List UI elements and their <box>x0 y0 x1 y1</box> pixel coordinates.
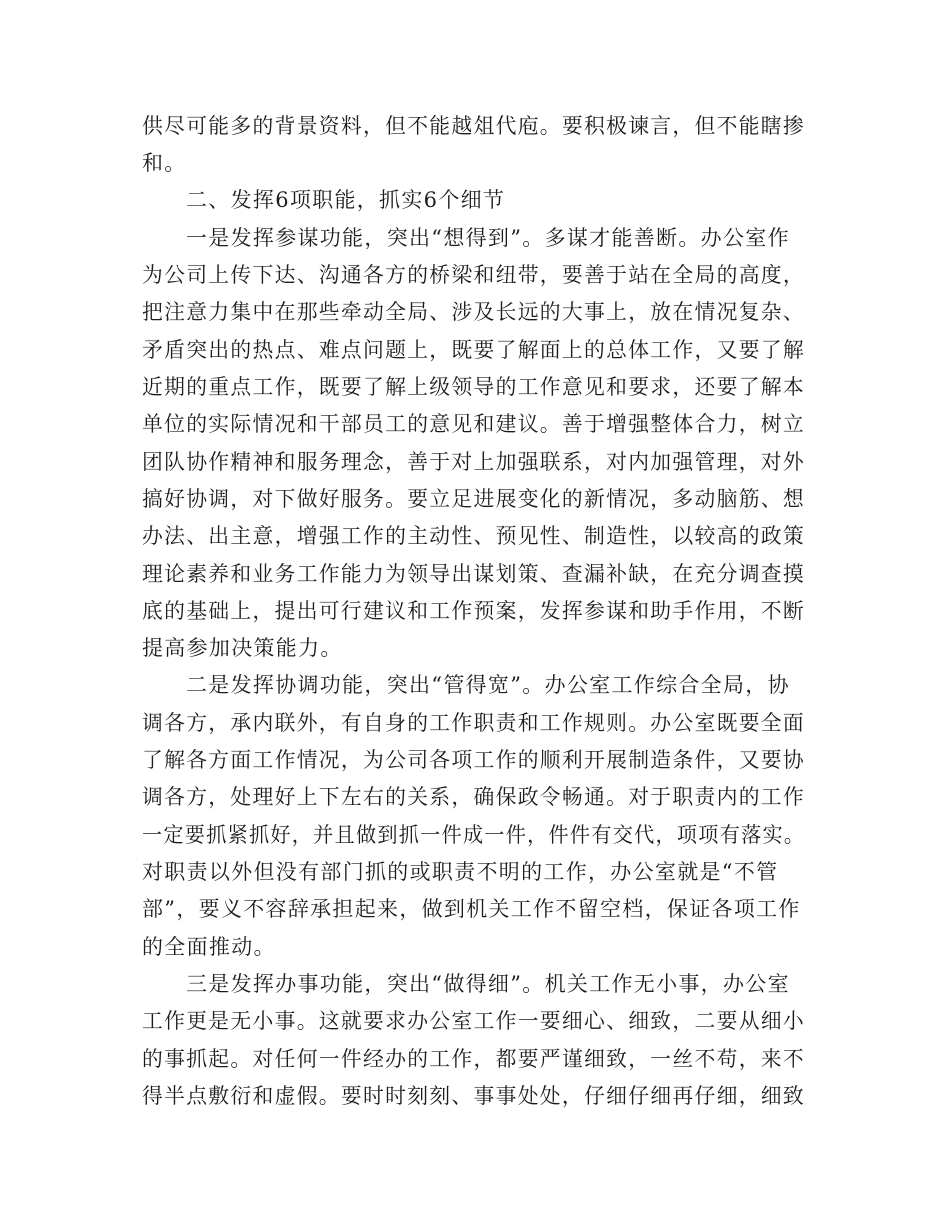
text-line: 把注意力集中在那些牵动全局、涉及长远的大事上，放在情况复杂、 <box>142 300 805 324</box>
text-line: 单位的实际情况和干部员工的意见和建议。善于增强整体合力，树立 <box>142 412 805 436</box>
text-line: 部”，要义不容辞承担起来，做到机关工作不留空档，保证各项工作 <box>142 897 801 921</box>
text-line: 提高参加决策能力。 <box>142 636 343 660</box>
text-line: 调各方，承内联外，有自身的工作职责和工作规则。办公室既要全面 <box>142 711 805 735</box>
text-line: 搞好协调，对下做好服务。要立足进展变化的新情况，多动脑筋、想 <box>142 487 805 511</box>
text-line: 对职责以外但没有部门抓的或职责不明的工作，办公室就是“不管 <box>142 860 779 884</box>
text-line: 理论素养和业务工作能力为领导出谋划策、查漏补缺，在充分调查摸 <box>142 562 805 586</box>
text-line: 为公司上传下达、沟通各方的桥梁和纽带，要善于站在全局的高度， <box>142 263 805 287</box>
text-line: 的全面推动。 <box>142 935 276 959</box>
text-line: 的事抓起。对任何一件经办的工作，都要严谨细致，一丝不苟，来不 <box>142 1047 805 1071</box>
text-line: 一是发挥参谋功能，突出“想得到”。多谋才能善断。办公室作 <box>186 226 790 250</box>
text-line: 和。 <box>142 151 187 175</box>
text-line: 近期的重点工作，既要了解上级领导的工作意见和要求，还要了解本 <box>142 375 805 399</box>
text-line: 矛盾突出的热点、难点问题上，既要了解面上的总体工作，又要了解 <box>142 338 805 362</box>
text-line: 三是发挥办事功能，突出“做得细”。机关工作无小事，办公室 <box>186 972 790 996</box>
text-line: 得半点敷衍和虚假。要时时刻刻、事事处处，仔细仔细再仔细，细致 <box>142 1084 805 1108</box>
text-line: 调各方，处理好上下左右的关系，确保政令畅通。对于职责内的工作 <box>142 785 805 809</box>
text-line: 团队协作精神和服务理念，善于对上加强联系，对内加强管理，对外 <box>142 450 805 474</box>
text-line: 供尽可能多的背景资料，但不能越俎代庖。要积极谏言，但不能瞎掺 <box>142 114 805 138</box>
text-line: 一定要抓紧抓好，并且做到抓一件成一件，件件有交代，项项有落实。 <box>142 823 806 847</box>
text-line: 工作更是无小事。这就要求办公室工作一要细心、细致，二要从细小 <box>142 1009 805 1033</box>
text-line: 底的基础上，提出可行建议和工作预案，发挥参谋和助手作用，不断 <box>142 599 805 623</box>
text-line: 二是发挥协调功能，突出“管得宽”。办公室工作综合全局，协 <box>186 673 790 697</box>
text-line: 了解各方面工作情况，为公司各项工作的顺利开展制造条件，又要协 <box>142 748 805 772</box>
section-heading: 二、发挥6项职能，抓实6个细节 <box>186 188 506 212</box>
text-line: 办法、出主意，增强工作的主动性、预见性、制造性，以较高的政策 <box>142 524 805 548</box>
